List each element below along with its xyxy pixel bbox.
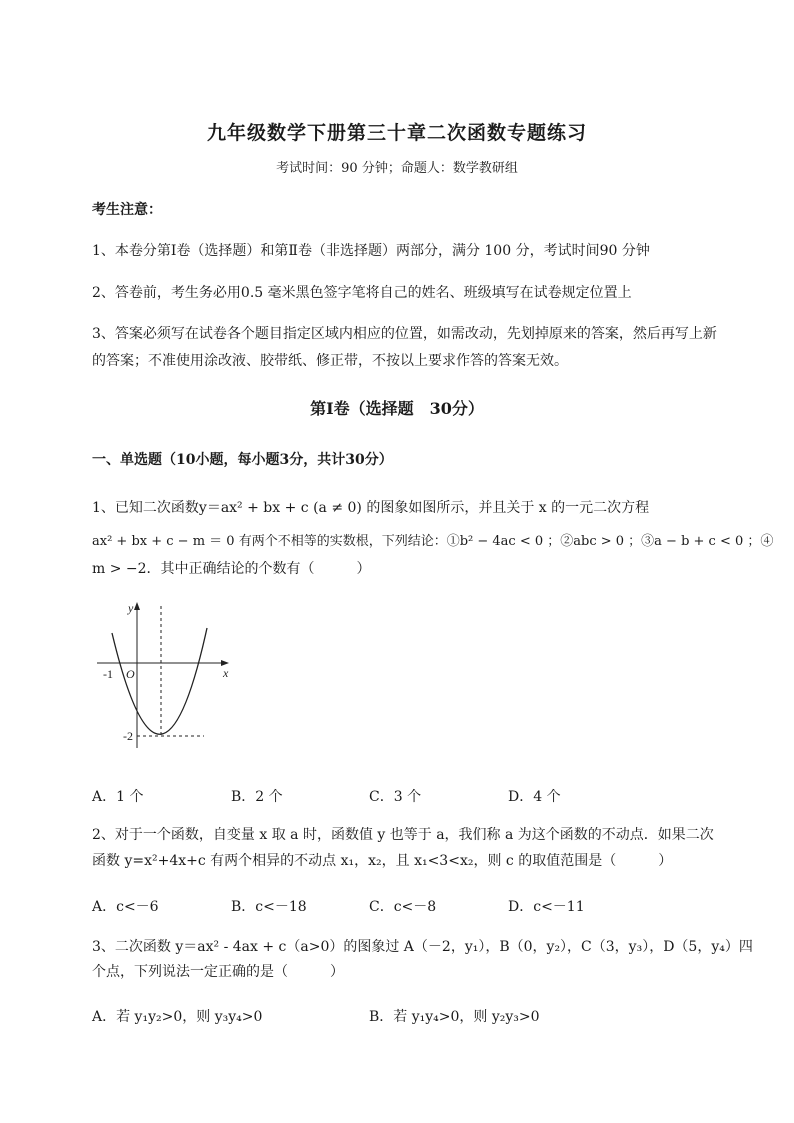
tick-label-neg2: -2 — [123, 729, 133, 743]
notice-item-3-line-2: 的答案；不准使用涂改液、胶带纸、修正带，不按以上要求作答的答案无效。 — [92, 353, 568, 369]
option-d[interactable]: D．4 个 — [508, 789, 561, 805]
section-heading: 一、单选题（10小题，每小题3分，共计30分） — [92, 452, 393, 468]
notice-heading: 考生注意： — [92, 202, 162, 218]
origin-label: O — [126, 667, 135, 681]
exam-info: 考试时间：90 分钟；命题人：数学教研组 — [276, 161, 518, 176]
x-axis-label: x — [223, 666, 229, 680]
y-axis-arrow — [134, 602, 140, 610]
option-c[interactable]: C．c<－8 — [369, 899, 437, 915]
parabola-curve — [112, 628, 207, 734]
question-3-line-1: 3、二次函数 y＝ax² - 4ax + c（a>0）的图象过 A（－2，y₁），B（0，y₂），C（3，y₃），D（5，y₄）四 — [92, 939, 753, 955]
option-b[interactable]: B．c<－18 — [231, 899, 307, 915]
parabola-graph — [92, 598, 242, 758]
option-c[interactable]: C．3 个 — [369, 789, 422, 805]
notice-item-2: 2、答卷前，考生务必用0.5 毫米黑色签字笔将自己的姓名、班级填写在试卷规定位置上 — [92, 285, 632, 301]
question-1-line-3: m > −2．其中正确结论的个数有（ ） — [92, 561, 371, 577]
page-title: 九年级数学下册第三十章二次函数专题练习 — [206, 122, 587, 144]
question-2-line-2: 函数 y=x²+4x+c 有两个相异的不动点 x₁，x₂，且 x₁<3<x₂，则 c 的取值范围是（ ） — [92, 853, 673, 869]
option-b[interactable]: B．2 个 — [231, 789, 283, 805]
option-d[interactable]: D．c<－11 — [508, 899, 585, 915]
y-axis-label: y — [128, 601, 134, 615]
notice-item-3-line-1: 3、答案必须写在试卷各个题目指定区域内相应的位置，如需改动，先划掉原来的答案，然后再写上新 — [92, 326, 717, 342]
option-a[interactable]: A．若 y₁y₂>0，则 y₃y₄>0 — [92, 1009, 263, 1025]
option-b[interactable]: B．若 y₁y₄>0，则 y₂y₃>0 — [369, 1009, 540, 1025]
question-1-line-1: 1、已知二次函数y＝ax² + bx + c (a ≠ 0) 的图象如图所示，并且关于 x 的一元二次方程 — [92, 500, 650, 516]
question-1-line-2: ax² + bx + c − m ＝ 0 有两个不相等的实数根，下列结论：①b² − 4ac < 0 ；②abc > 0 ；③a − b + c < 0 ；④ — [92, 534, 774, 549]
question-3-line-2: 个点，下列说法一定正确的是（ ） — [92, 964, 344, 980]
option-a[interactable]: A．1 个 — [92, 789, 144, 805]
option-a[interactable]: A．c<－6 — [92, 899, 159, 915]
question-2-line-1: 2、对于一个函数，自变量 x 取 a 时，函数值 y 也等于 a，我们称 a 为这个函数的不动点．如果二次 — [92, 827, 714, 843]
tick-label-neg1: -1 — [103, 667, 113, 681]
part-title: 第Ⅰ卷（选择题 30分） — [310, 399, 484, 418]
notice-item-1: 1、本卷分第Ⅰ卷（选择题）和第Ⅱ卷（非选择题）两部分，满分 100 分，考试时间90 分钟 — [92, 243, 650, 259]
